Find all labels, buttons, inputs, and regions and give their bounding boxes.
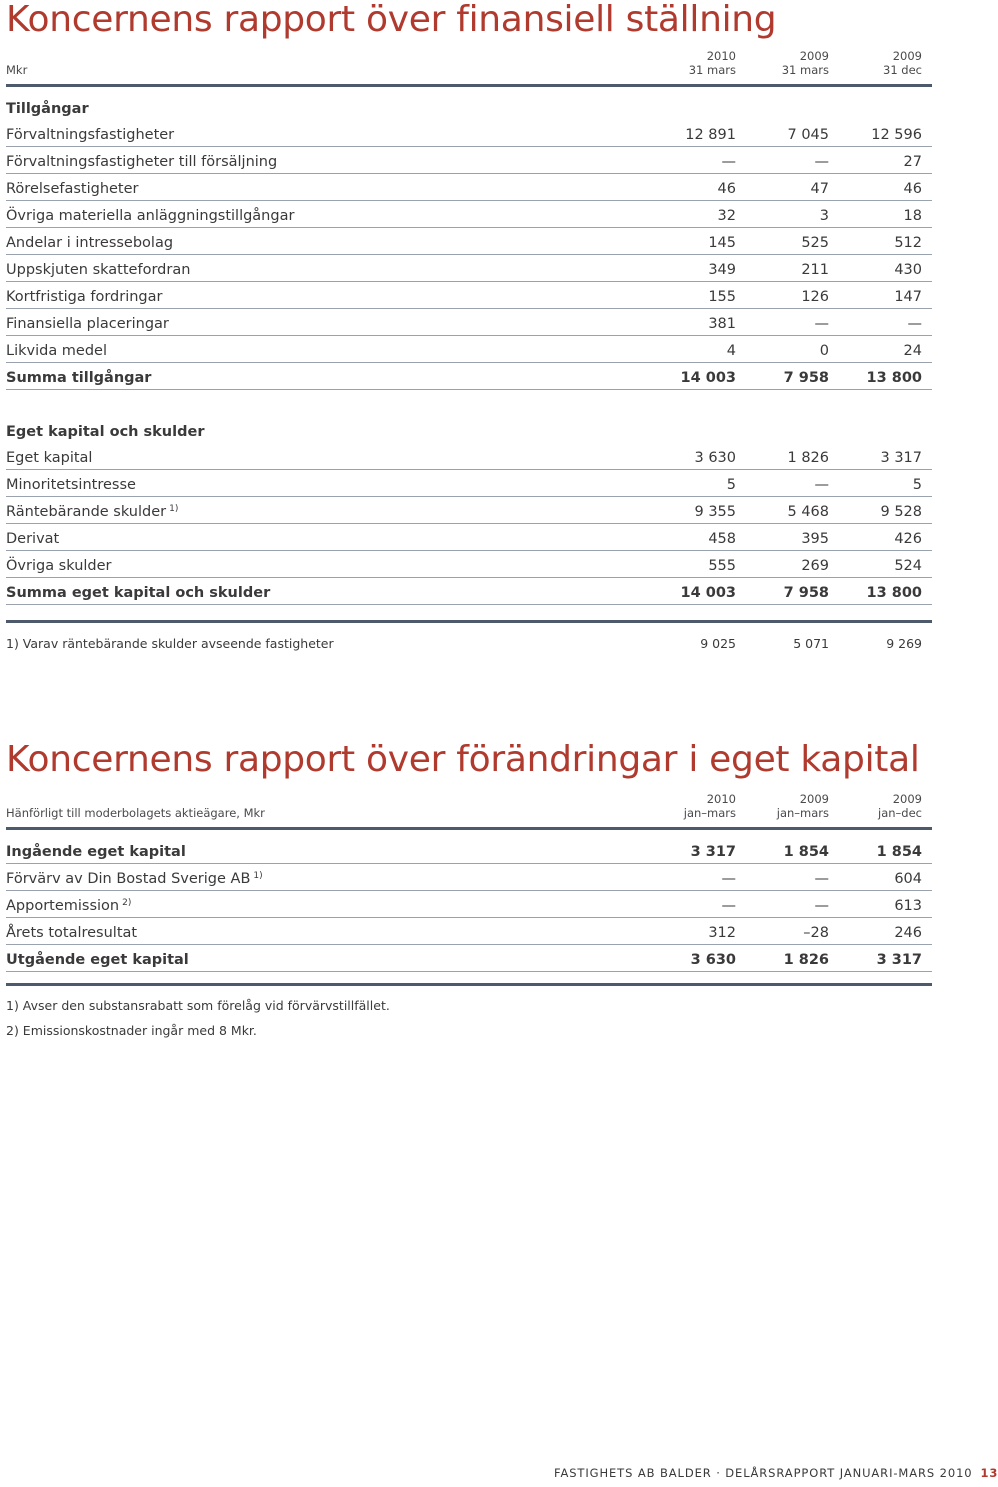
row-value-2: — — [814, 898, 829, 914]
row-value-2: 0 — [819, 343, 829, 359]
table-row — [6, 147, 932, 174]
row-value-1: 3 630 — [690, 952, 736, 968]
row-label: Uppskjuten skattefordran — [6, 262, 191, 278]
table-row — [6, 363, 932, 390]
row-value-2: 269 — [801, 558, 829, 574]
row-label: Rörelsefastigheter — [6, 181, 139, 197]
row-value-1: 14 003 — [680, 370, 736, 386]
row-label: Minoritetsintresse — [6, 477, 136, 493]
row-value-1: 381 — [708, 316, 736, 332]
row-value-2: 1 826 — [783, 952, 829, 968]
row-label: Årets totalresultat — [6, 925, 138, 941]
equity-table — [6, 837, 932, 972]
table-row — [6, 309, 932, 336]
table-row — [6, 551, 932, 578]
row-value-3: 3 317 — [876, 952, 922, 968]
balance-footnote-value-1: 9 025 — [700, 636, 736, 651]
row-value-2: — — [814, 316, 829, 332]
balance-col-header-2: 2009 31 mars — [781, 49, 829, 77]
row-value-3: 13 800 — [866, 585, 922, 601]
equity-bottom-rule — [6, 983, 932, 986]
row-value-2: 525 — [801, 235, 829, 251]
table-row — [6, 524, 932, 551]
row-value-3: 1 854 — [876, 844, 922, 860]
table-row — [6, 837, 932, 864]
table-row — [6, 470, 932, 497]
row-value-1: 349 — [708, 262, 736, 278]
section-heading-row — [6, 417, 932, 443]
row-value-1: 5 — [726, 477, 736, 493]
equity-header-rule — [6, 827, 932, 830]
balance-col-header-1: 2010 31 mars — [688, 49, 736, 77]
row-value-2: — — [814, 154, 829, 170]
row-value-1: 3 317 — [690, 844, 736, 860]
table-row — [6, 120, 932, 147]
table-row — [6, 864, 932, 891]
balance-title: Koncernens rapport över finansiell ställning — [6, 0, 777, 40]
balance-table — [6, 94, 932, 605]
table-row — [6, 918, 932, 945]
table-row — [6, 336, 932, 363]
table-row — [6, 945, 932, 972]
row-label: Andelar i intressebolag — [6, 235, 174, 251]
table-row — [6, 174, 932, 201]
balance-footnote-value-2: 5 071 — [793, 636, 829, 651]
row-value-1: 12 891 — [685, 127, 736, 143]
row-value-3: 147 — [894, 289, 922, 305]
row-value-3: 613 — [894, 898, 922, 914]
row-value-3: 246 — [894, 925, 922, 941]
equity-title: Koncernens rapport över förändringar i eget kapital — [6, 739, 920, 780]
row-value-3: 12 596 — [871, 127, 922, 143]
table-row — [6, 255, 932, 282]
row-label: Eget kapital och skulder — [6, 424, 205, 440]
row-value-2: 126 — [801, 289, 829, 305]
row-value-3: 430 — [894, 262, 922, 278]
row-value-3: 524 — [894, 558, 922, 574]
equity-column-header — [6, 785, 932, 825]
row-label: Tillgångar — [6, 101, 89, 117]
equity-col-header-3: 2009 jan–dec — [878, 792, 922, 820]
row-value-3: 604 — [894, 871, 922, 887]
row-value-2: 5 468 — [787, 504, 829, 520]
row-value-3: 27 — [903, 154, 922, 170]
row-label: Ingående eget kapital — [6, 844, 186, 860]
spacer-row — [6, 390, 932, 417]
row-label: Räntebärande skulder $^{1)}$ — [6, 504, 179, 520]
row-value-1: 32 — [717, 208, 736, 224]
row-label: Förvaltningsfastigheter till försäljning — [6, 154, 278, 170]
row-label: Övriga skulder — [6, 558, 112, 574]
equity-unit-label: Hänförligt till moderbolagets aktieägare, Mkr — [6, 806, 265, 820]
row-label: Derivat — [6, 531, 60, 547]
row-label: Övriga materiella anläggningstillgångar — [6, 208, 295, 224]
row-value-2: 7 958 — [783, 585, 829, 601]
equity-footnote-1: 1) Avser den substansrabatt som förelåg vid förvärvstillfället. — [6, 998, 390, 1013]
row-value-2: 1 826 — [787, 450, 829, 466]
footnote-marker: 2) — [122, 898, 132, 908]
page-number: 13 — [980, 1466, 998, 1480]
section-heading-row — [6, 94, 932, 120]
balance-header-rule — [6, 84, 932, 87]
row-label: Summa tillgångar — [6, 370, 152, 386]
row-value-3: 5 — [912, 477, 922, 493]
row-value-1: 155 — [708, 289, 736, 305]
row-value-2: — — [814, 477, 829, 493]
row-value-3: 46 — [903, 181, 922, 197]
row-value-2: 7 958 — [783, 370, 829, 386]
table-row — [6, 578, 932, 605]
row-value-3: 9 528 — [880, 504, 922, 520]
row-value-1: 14 003 — [680, 585, 736, 601]
row-label: Förvärv av Din Bostad Sverige AB $^{1)}$ — [6, 871, 263, 887]
table-row — [6, 201, 932, 228]
row-label: Utgående eget kapital — [6, 952, 189, 968]
row-label: Summa eget kapital och skulder — [6, 585, 271, 601]
row-value-2: 7 045 — [787, 127, 829, 143]
row-label: Apportemission $^{2)}$ — [6, 898, 132, 914]
row-value-3: 3 317 — [880, 450, 922, 466]
balance-footnote: 1) Varav räntebärande skulder avseende fastigheter — [6, 636, 334, 651]
row-value-3: 426 — [894, 531, 922, 547]
footnote-marker: 1) — [169, 504, 179, 514]
row-value-3: 18 — [903, 208, 922, 224]
footer-text: FASTIGHETS AB BALDER · DELÅRSRAPPORT JANUARI-MARS 2010 — [554, 1466, 973, 1480]
page-footer — [554, 1466, 998, 1480]
row-value-1: 458 — [708, 531, 736, 547]
row-value-2: –28 — [803, 925, 829, 941]
row-value-1: — — [721, 871, 736, 887]
row-value-2: 1 854 — [783, 844, 829, 860]
row-value-1: 46 — [717, 181, 736, 197]
table-row — [6, 282, 932, 309]
table-row — [6, 891, 932, 918]
row-value-2: 3 — [819, 208, 829, 224]
row-value-1: — — [721, 898, 736, 914]
row-value-3: 512 — [894, 235, 922, 251]
row-label: Förvaltningsfastigheter — [6, 127, 175, 143]
row-value-1: 4 — [726, 343, 736, 359]
row-value-1: 9 355 — [694, 504, 736, 520]
row-value-1: 3 630 — [694, 450, 736, 466]
equity-footnote-2: 2) Emissionskostnader ingår med 8 Mkr. — [6, 1023, 257, 1038]
balance-unit-label: Mkr — [6, 63, 28, 77]
table-row — [6, 497, 932, 524]
table-row — [6, 443, 932, 470]
row-value-1: — — [721, 154, 736, 170]
row-value-2: 47 — [810, 181, 829, 197]
row-label: Eget kapital — [6, 450, 93, 466]
row-label: Likvida medel — [6, 343, 108, 359]
balance-bottom-rule — [6, 620, 932, 623]
row-value-2: 211 — [801, 262, 829, 278]
table-row — [6, 228, 932, 255]
row-value-2: — — [814, 871, 829, 887]
balance-column-header — [6, 42, 932, 82]
balance-col-header-3: 2009 31 dec — [883, 49, 922, 77]
row-value-1: 312 — [708, 925, 736, 941]
row-value-2: 395 — [801, 531, 829, 547]
balance-footnote-value-3: 9 269 — [886, 636, 922, 651]
row-value-3: 24 — [903, 343, 922, 359]
footnote-marker: 1) — [253, 871, 263, 881]
row-label: Kortfristiga fordringar — [6, 289, 163, 305]
row-value-1: 145 — [708, 235, 736, 251]
row-value-3: — — [907, 316, 922, 332]
equity-col-header-2: 2009 jan–mars — [776, 792, 829, 820]
row-label: Finansiella placeringar — [6, 316, 169, 332]
row-value-3: 13 800 — [866, 370, 922, 386]
equity-col-header-1: 2010 jan–mars — [683, 792, 736, 820]
row-value-1: 555 — [708, 558, 736, 574]
